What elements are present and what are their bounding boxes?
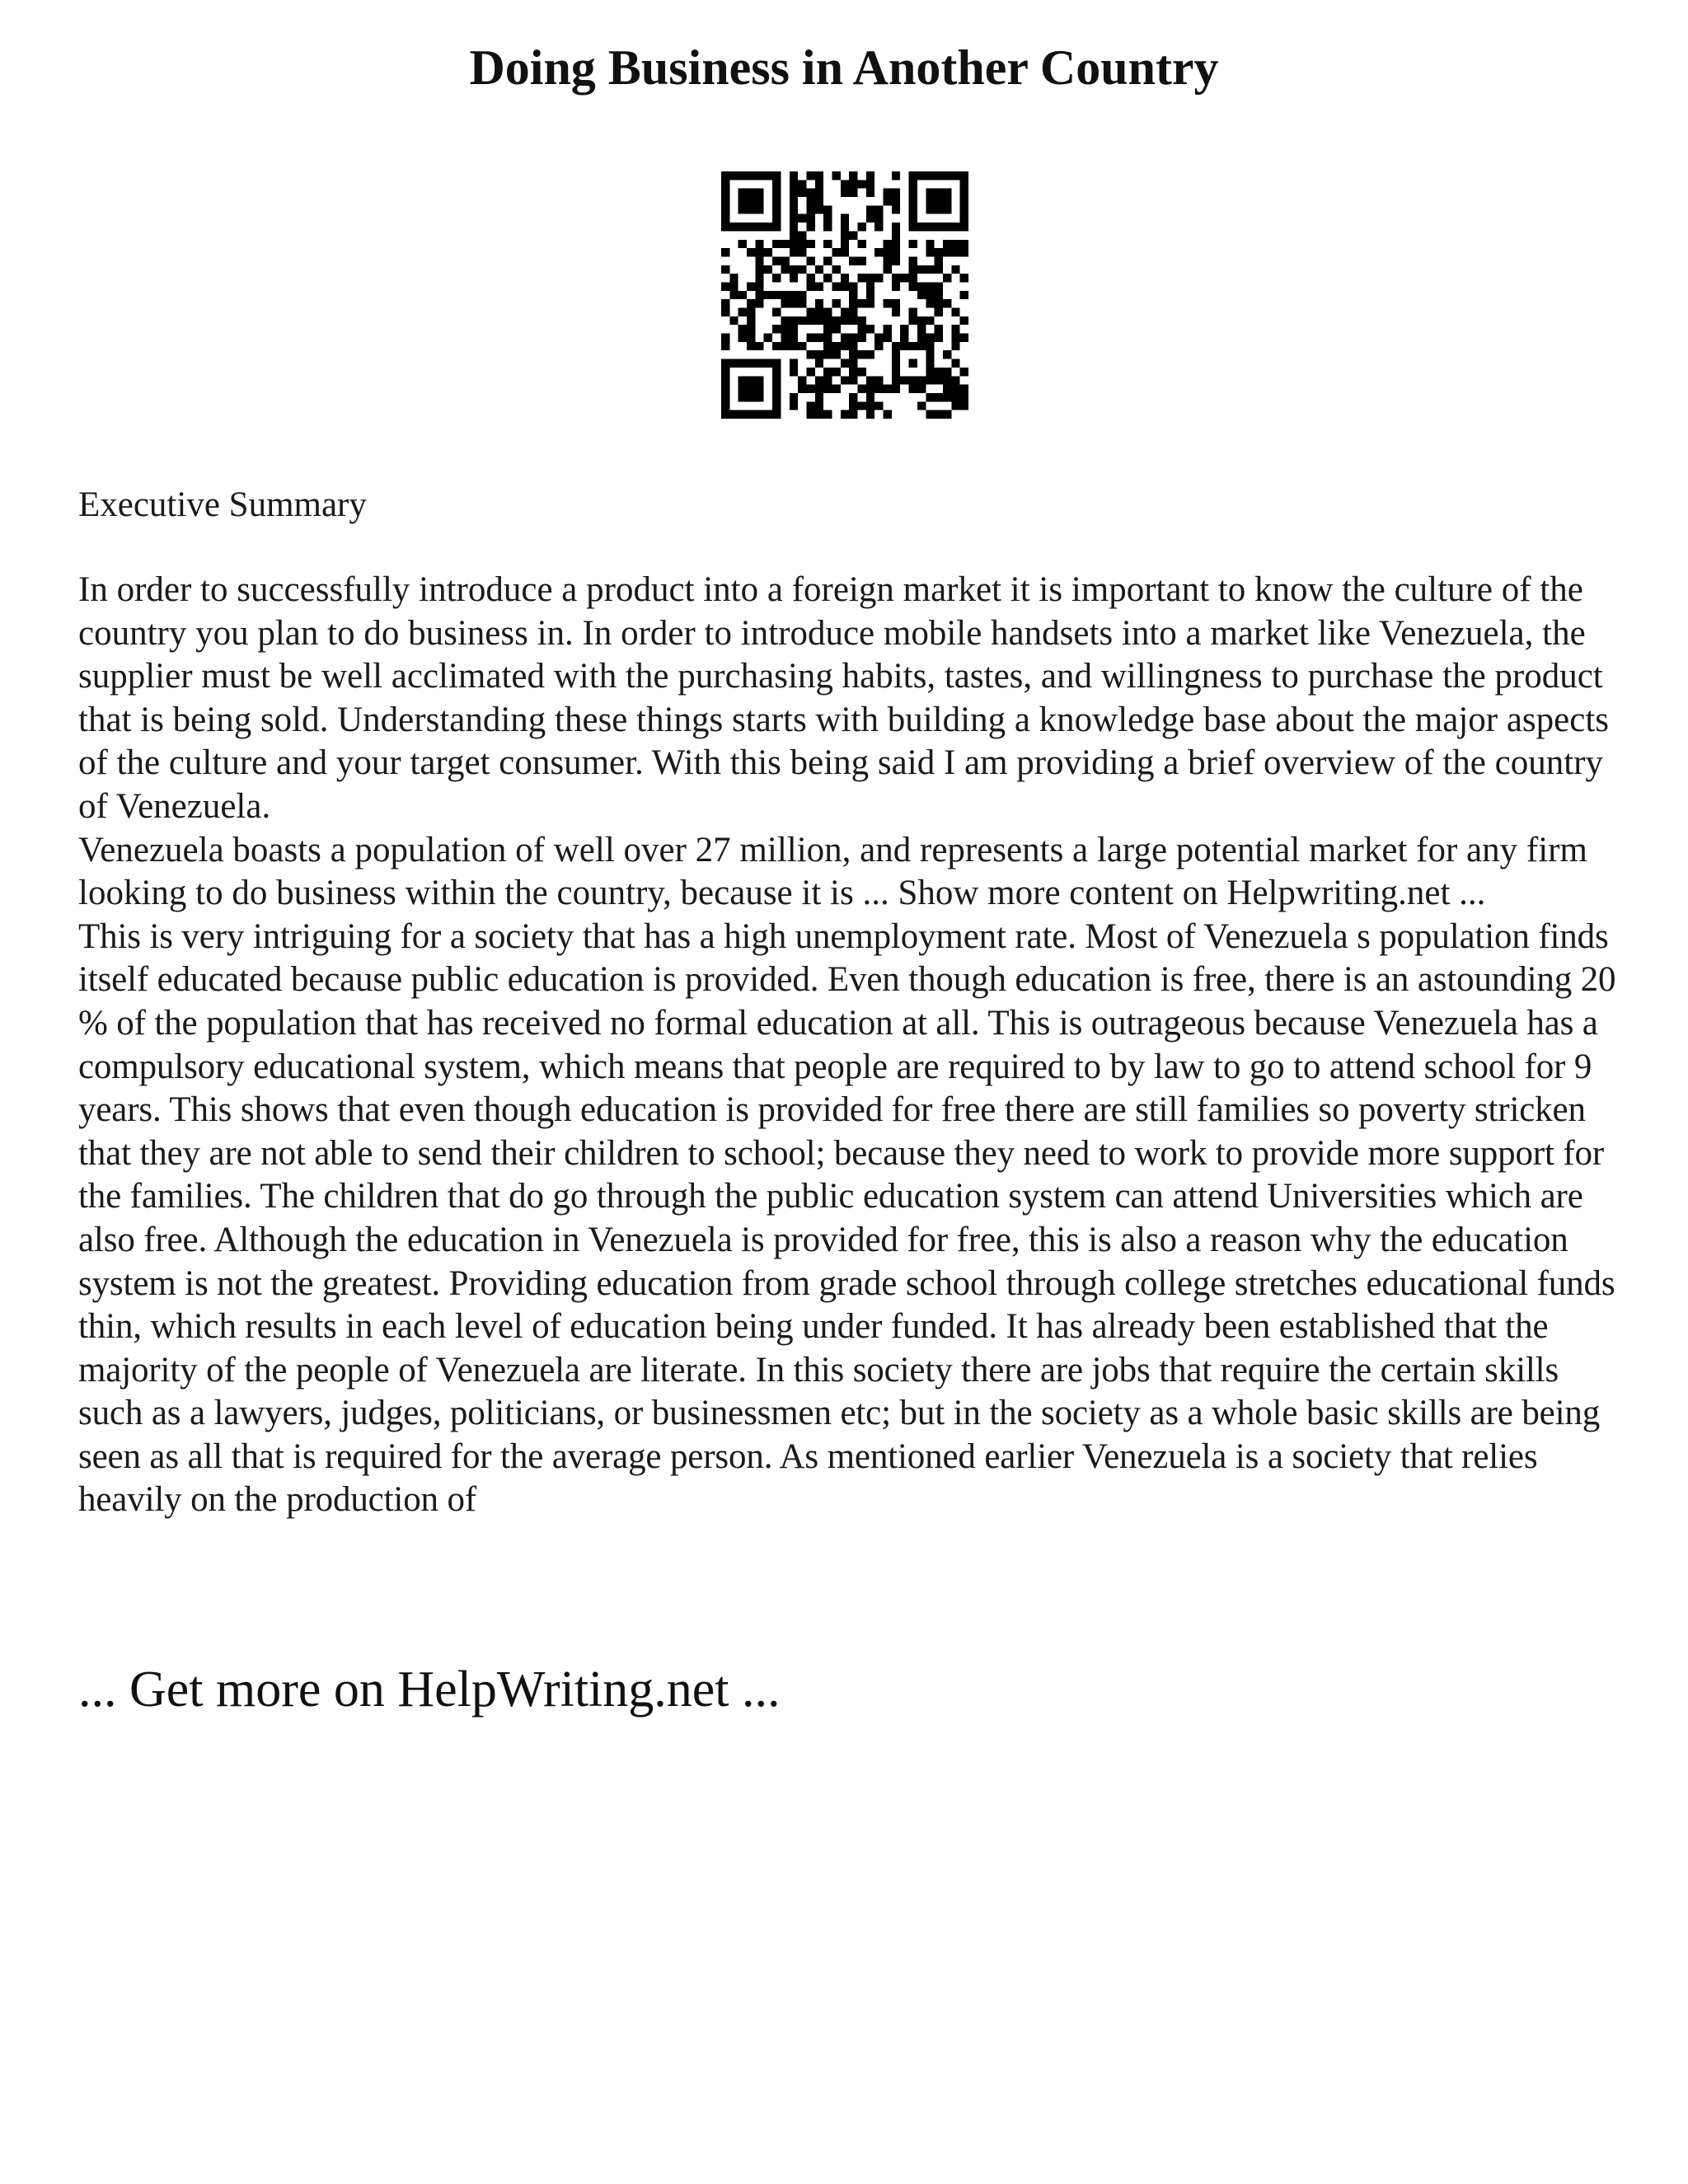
get-more-link[interactable]: ... Get more on HelpWriting.net ... [78,1661,781,1718]
body-text [78,569,1628,1522]
qr-code-icon [721,171,968,419]
paragraph-intro: In order to successfully introduce a product into a foreign market it is important to know the culture of the country you plan to do business in. In order to introduce mobile handsets into a market like Venezuela, the supplier must be well acclimated with the purchasing habits, tastes, and willingness to purchase the product that is being sold. Understanding these things starts with building a knowledge base about the major aspects of the culture and your target consumer. With this being said I am providing a brief overview of the country of Venezuela. [78,570,1610,826]
qr-code-graphic [721,171,968,419]
section-heading: Executive Summary [78,485,367,524]
paragraph-education: This is very intriguing for a society that has a high unemployment rate. Most of Venezuela s population finds itself educated because public education is provided. Even though education is free, there is an astounding 20 % of the population that has received no formal education at all. This is outrageous because Venezuela has a compulsory educational system, which means that people are required to by law to go to attend school for 9 years. This shows that even though education is provided for free there are still families so poverty stricken that they are not able to send their children to school; because they need to work to provide more support for the families. The children that do go through the public education system can attend Universities which are also free. Although the education in Venezuela is provided for free, this is also a reason why the education system is not the greatest. Providing education from grade school through college stretches educational funds thin, which results in each level of education being under funded. It has already been established that the majority of the people of Venezuela are literate. In this society there are jobs that require the certain skills such as a lawyers, judges, politicians, or businessmen etc; but in the society as a whole basic skills are being seen as all that is required for the average person. As mentioned earlier Venezuela is a society that relies heavily on the production of [78,916,1616,1520]
paragraph-population: Venezuela boasts a population of well over 27 million, and represents a large potential market for any firm looking to do business within the country, because it is ... Show more content on Helpwriting.net ... [78,830,1587,913]
document-title: Doing Business in Another Country [469,40,1219,95]
